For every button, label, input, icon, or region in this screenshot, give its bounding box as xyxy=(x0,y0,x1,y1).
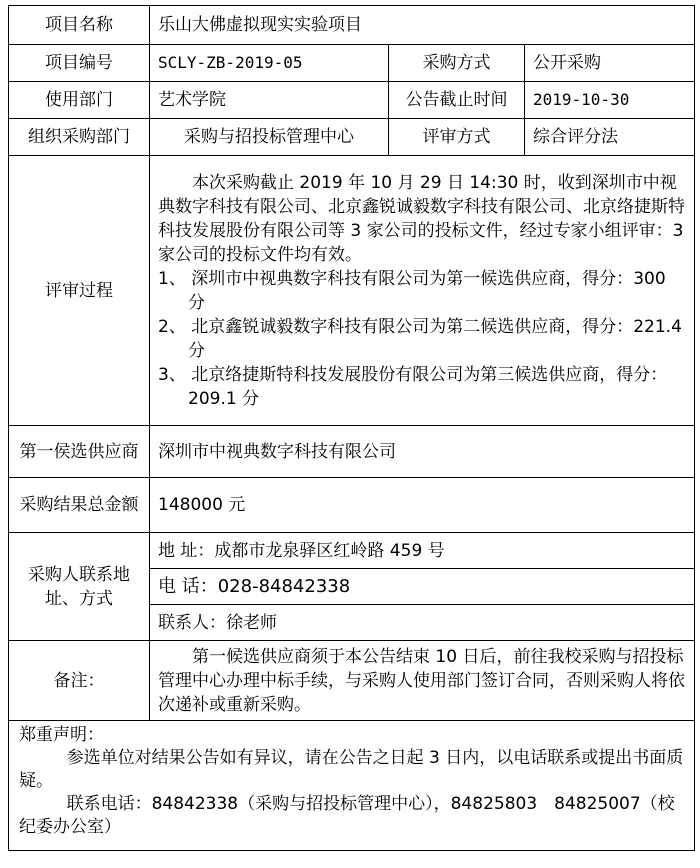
notice-contact-phone: 联系电话：84842338（采购与招投标管理中心），84825803 84825007（校纪委办公室） xyxy=(19,794,675,837)
remarks-text xyxy=(150,641,695,721)
row-notice xyxy=(9,721,695,851)
procurement-result-table xyxy=(8,5,695,851)
procurement-method-label: 采购方式 xyxy=(389,45,525,82)
row-review-process xyxy=(9,156,695,426)
row-org xyxy=(9,119,695,156)
org-label: 组织采购部门 xyxy=(9,119,150,156)
remarks-paragraph: 第一候选供应商须于本公告结束 10 日后，前往我校采购与招投标管理中心办理中标手续，与采购人使用部门签订合同，否则采购人将依次递补或重新采购。 xyxy=(158,646,685,715)
remarks-label: 备注： xyxy=(9,641,150,721)
project-name-value: 乐山大佛虚拟现实实验项目 xyxy=(150,6,695,45)
contact-person: 联系人：徐老师 xyxy=(150,605,695,641)
org-value: 采购与招投标管理中心 xyxy=(150,119,389,156)
procurement-method-value: 公开采购 xyxy=(525,45,695,82)
notice-title: 郑重声明： xyxy=(19,725,104,745)
row-total-amount xyxy=(9,478,695,533)
department-label: 使用部门 xyxy=(9,82,150,119)
review-intro: 本次采购截止 2019 年 10 月 29 日 14:30 时，收到深圳市中视典数字科技有限公司、北京鑫锐诚毅数字科技有限公司、北京络捷斯特科技发展股份有限公司等 3 家公司的投标文件，经过专家小组评审：3 家公司的投标文件均有效。 xyxy=(158,172,685,265)
contact-address: 地 址：成都市龙泉驿区红岭路 459 号 xyxy=(150,533,695,569)
contact-label: 采购人联系地址、方式 xyxy=(9,533,150,641)
row-remarks xyxy=(9,641,695,721)
first-candidate-label: 第一侯选供应商 xyxy=(9,426,150,478)
review-method-label: 评审方式 xyxy=(389,119,525,156)
review-item-2: 2、 北京鑫锐诚毅数字科技有限公司为第二候选供应商，得分：221.4 分 xyxy=(158,316,682,361)
total-amount-label: 采购结果总金额 xyxy=(9,478,150,533)
total-amount-value: 148000 元 xyxy=(150,478,695,533)
first-candidate-value: 深圳市中视典数字科技有限公司 xyxy=(150,426,695,478)
notice-objection: 参选单位对结果公告如有异议，请在公告之日起 3 日内，以电话联系或提出书面质疑。 xyxy=(19,748,684,791)
row-department xyxy=(9,82,695,119)
row-contact-address xyxy=(9,533,695,569)
project-no-value: SCLY-ZB-2019-05 xyxy=(150,45,389,82)
review-item-3: 3、 北京络捷斯特科技发展股份有限公司为第三候选供应商，得分：209.1 分 xyxy=(158,364,668,409)
row-project-name xyxy=(9,6,695,45)
deadline-label: 公告截止时间 xyxy=(389,82,525,119)
department-value: 艺术学院 xyxy=(150,82,389,119)
project-no-label: 项目编号 xyxy=(9,45,150,82)
project-name-label: 项目名称 xyxy=(9,6,150,45)
deadline-value: 2019-10-30 xyxy=(525,82,695,119)
row-first-candidate xyxy=(9,426,695,478)
review-process-label: 评审过程 xyxy=(9,156,150,426)
review-method-value: 综合评分法 xyxy=(525,119,695,156)
contact-phone: 电 话：028-84842338 xyxy=(150,569,695,605)
review-process-content xyxy=(150,156,695,426)
review-item-1: 1、 深圳市中视典数字科技有限公司为第一候选供应商，得分：300 分 xyxy=(158,268,666,313)
notice-cell xyxy=(9,721,695,851)
row-project-no xyxy=(9,45,695,82)
